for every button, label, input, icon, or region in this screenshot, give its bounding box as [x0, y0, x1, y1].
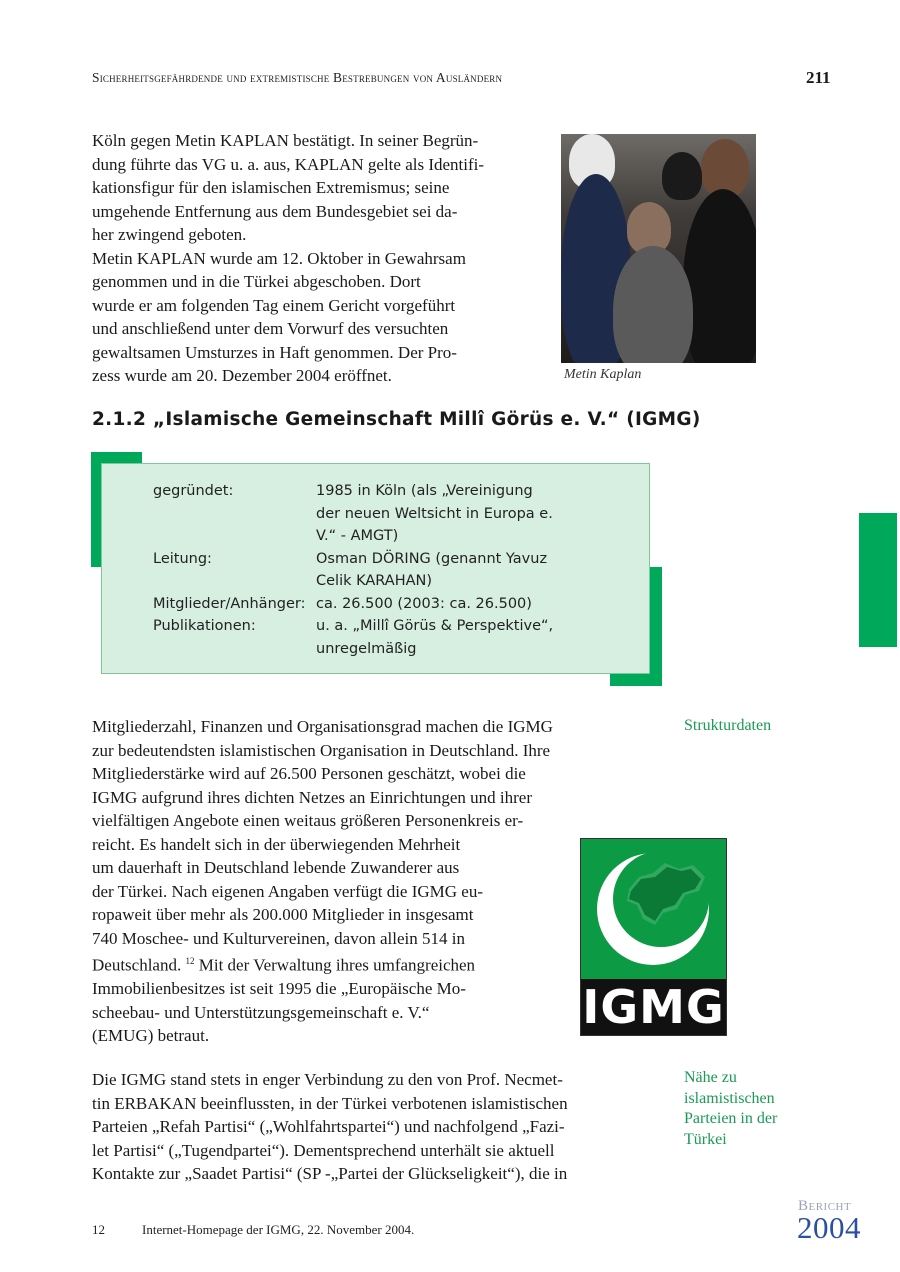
structure-data-table — [153, 480, 561, 660]
text-line: wurde er am folgenden Tag einem Gericht vorgeführt — [92, 295, 456, 315]
margin-note-strukturdaten: Strukturdaten — [684, 717, 772, 734]
structure-data-box — [101, 463, 650, 674]
table-row — [153, 548, 561, 593]
report-label: Bericht — [798, 1198, 852, 1214]
row-key: gegründet: — [153, 483, 234, 499]
table-row — [153, 593, 561, 616]
text-line: let Partisi“ („Tugendpartei“). Dementsprechend unterhält sie aktuell — [92, 1140, 555, 1160]
footnote — [92, 1222, 414, 1238]
text-line: ropaweit über mehr als 200.000 Mitglieder in insgesamt — [92, 905, 474, 924]
text-line: um dauerhaft in Deutschland lebende Zuwanderer aus — [92, 858, 460, 877]
report-year: 2004 — [797, 1210, 861, 1245]
row-key: Mitglieder/Anhänger: — [153, 595, 306, 612]
text-line: IGMG aufgrund ihres dichten Netzes an Einrichtungen und ihrer — [92, 787, 532, 807]
footnote-number: 12 — [92, 1222, 105, 1237]
chapter-tab — [859, 513, 897, 647]
table-row — [153, 480, 561, 548]
text-line: zess wurde am 20. Dezember 2004 eröffnet. — [92, 366, 392, 385]
text-line: scheebau- und Unterstützungsgemeinschaft e. V.“ — [92, 1002, 430, 1022]
text-line: Metin KAPLAN wurde am 12. Oktober in Gewahrsam — [92, 248, 466, 268]
footnote-text: Internet-Homepage der IGMG, 22. November 2004. — [142, 1222, 415, 1237]
footnote-reference[interactable]: 12 — [185, 956, 195, 966]
text-line: genommen und in die Türkei abgeschoben. Dort — [92, 272, 421, 291]
text-line: der Türkei. Nach eigenen Angaben verfügt die IGMG eu- — [92, 881, 484, 901]
text-line: Parteien „Refah Partisi“ („Wohlfahrtspartei“) und nachfolgend „Fazi- — [92, 1117, 565, 1136]
row-value: 1985 in Köln (als „Vereinigung der neuen Weltsicht in Europa e. V.“ - AMGT) — [316, 483, 553, 544]
text-line: Immobilienbesitzes ist seit 1995 die „Europäische Mo- — [92, 979, 466, 999]
note-line: islamistischen — [684, 1089, 775, 1107]
row-value: ca. 26.500 (2003: ca. 26.500) — [316, 595, 532, 612]
row-value: u. a. „Millî Görüs & Perspektive“, unregelmäßig — [316, 618, 554, 657]
text-line: her zwingend geboten. — [92, 225, 247, 244]
text-line: dung führte das VG u. a. aus, KAPLAN gelte als Identifi- — [92, 154, 485, 174]
text-line: und anschließend unter dem Vorwurf des versuchten — [92, 319, 449, 338]
margin-note-naehe — [684, 1068, 777, 1150]
row-key: Publikationen: — [153, 618, 256, 634]
paragraph-parteien — [92, 1068, 672, 1186]
note-line: Parteien in der — [684, 1110, 778, 1127]
text-line: 740 Moschee- und Kulturvereinen, davon allein 514 in — [92, 928, 465, 948]
text-line: vielfältigen Angebote einen weitaus größeren Personenkreis er- — [92, 811, 524, 830]
intro-paragraph — [92, 129, 552, 388]
text-line: gewaltsamen Umsturzes in Haft genommen. Der Pro- — [92, 342, 457, 362]
text-line: tin ERBAKAN beeinflussten, in der Türkei verbotenen islamistischen — [92, 1093, 568, 1113]
text-line: Kontakte zur „Saadet Partisi“ (SP -„Partei der Glückseligkeit“), die in — [92, 1164, 568, 1183]
text-line: Mitgliederzahl, Finanzen und Organisationsgrad machen die IGMG — [92, 717, 553, 736]
text-line: umgehende Entfernung aus dem Bundesgebiet sei da- — [92, 201, 458, 221]
page-number: 211 — [806, 68, 831, 87]
table-row — [153, 615, 561, 660]
igmg-logo — [580, 838, 727, 1036]
row-value: Osman DÖRING (genannt Yavuz Celik KARAHAN) — [316, 550, 548, 589]
row-key: Leitung: — [153, 550, 212, 567]
logo-wordmark: IGMG — [582, 980, 725, 1034]
text-line: Mitgliederstärke wird auf 26.500 Personen geschätzt, wobei die — [92, 764, 526, 783]
note-line: Nähe zu — [684, 1069, 737, 1086]
text-fragment: Deutschland. — [92, 955, 182, 975]
section-heading: 2.1.2 „Islamische Gemeinschaft Millî Görüs e. V.“ (IGMG) — [92, 409, 701, 430]
text-line: reicht. Es handelt sich in der überwiegenden Mehrheit — [92, 834, 461, 854]
logo-emblem — [581, 839, 726, 979]
photo-caption: Metin Kaplan — [564, 367, 642, 382]
text-line: Köln gegen Metin KAPLAN bestätigt. In seiner Begrün- — [92, 131, 479, 150]
text-line: Die IGMG stand stets in enger Verbindung zu den von Prof. Necmet- — [92, 1070, 563, 1089]
running-title: Sicherheitsgefährdende und extremistische Bestrebungen von Ausländern — [92, 70, 503, 85]
text-line: kationsfigur für den islamischen Extremismus; seine — [92, 178, 450, 197]
metin-kaplan-photo — [561, 134, 756, 363]
text-line: zur bedeutendsten islamistischen Organisation in Deutschland. Ihre — [92, 740, 551, 760]
note-line: Türkei — [684, 1130, 727, 1148]
text-line: (EMUG) betraut. — [92, 1026, 210, 1046]
text-fragment: Mit der Verwaltung ihres umfangreichen — [198, 955, 476, 975]
